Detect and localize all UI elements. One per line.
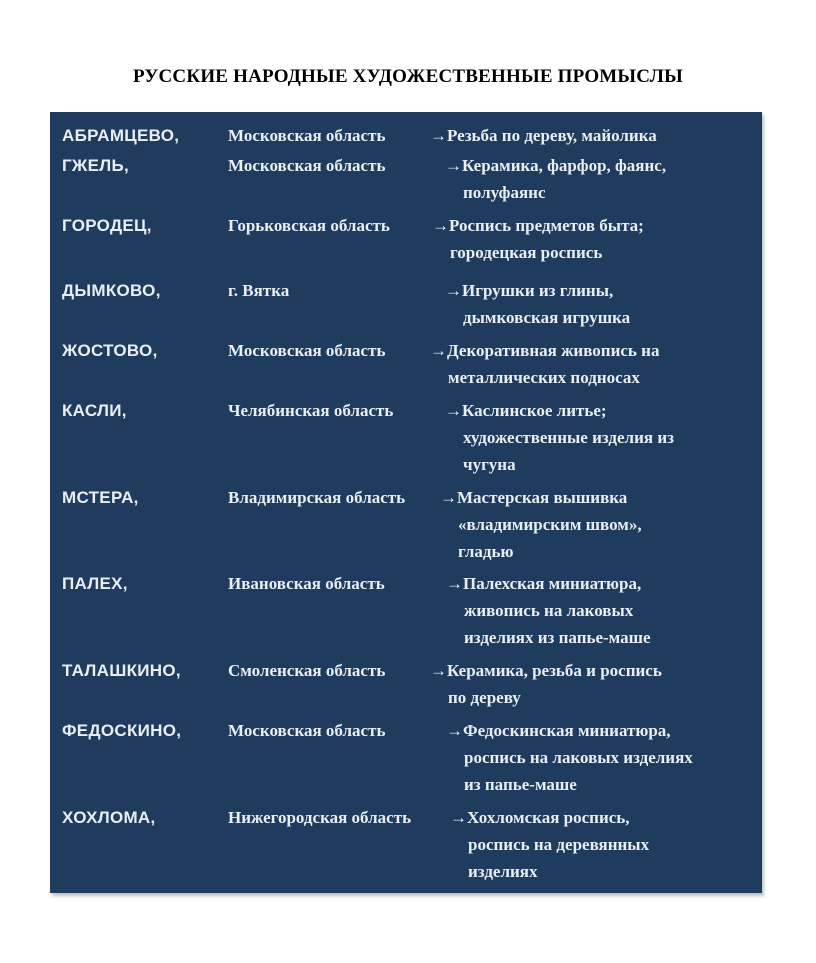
- craft-description-line: →Роспись предметов быта;: [432, 216, 644, 235]
- craft-center-name: ПАЛЕХ,: [62, 574, 128, 593]
- craft-description-line: городецкая роспись: [450, 243, 603, 262]
- table-row: [50, 337, 762, 391]
- craft-center-name: ДЫМКОВО,: [62, 281, 161, 300]
- region-label: Московская область: [228, 156, 386, 175]
- craft-description-line: изделиях: [468, 862, 538, 881]
- arrow-icon: →: [445, 281, 462, 300]
- table-row: [50, 804, 762, 885]
- table-row: [50, 122, 762, 149]
- craft-center-name: ХОХЛОМА,: [62, 808, 156, 827]
- craft-center-name: ТАЛАШКИНО,: [62, 661, 181, 680]
- craft-description-line: →Хохломская роспись,: [450, 808, 630, 827]
- craft-description: [430, 122, 657, 149]
- craft-description-line: роспись на деревянных: [468, 835, 650, 854]
- craft-description-line: живопись на лаковых: [464, 601, 634, 620]
- craft-description-line: →Декоративная живопись на: [430, 341, 660, 360]
- craft-center-name: МСТЕРА,: [62, 488, 139, 507]
- crafts-table: [50, 112, 762, 893]
- craft-description: [445, 277, 630, 331]
- craft-description-line: гладью: [458, 542, 514, 561]
- craft-description-line: →Каслинское литье;: [445, 401, 607, 420]
- craft-description-line: художественные изделия из: [463, 428, 674, 447]
- arrow-icon: →: [446, 574, 463, 593]
- page-title: РУССКИЕ НАРОДНЫЕ ХУДОЖЕСТВЕННЫЕ ПРОМЫСЛЫ: [133, 66, 683, 87]
- table-row: [50, 657, 762, 711]
- craft-description-line: →Керамика, резьба и роспись: [430, 661, 662, 680]
- craft-description: [430, 337, 659, 391]
- craft-center-name: ЖОСТОВО,: [62, 341, 158, 360]
- craft-description-line: →Палехская миниатюра,: [446, 574, 642, 593]
- craft-center-name: ГЖЕЛЬ,: [62, 156, 130, 175]
- craft-description: [450, 804, 649, 885]
- region-label: Нижегородская область: [228, 808, 412, 827]
- arrow-icon: →: [445, 401, 462, 420]
- craft-description-line: по дереву: [448, 688, 521, 707]
- region-label: Московская область: [228, 721, 386, 740]
- craft-center-name: ФЕДОСКИНО,: [62, 721, 182, 740]
- craft-description-line: «владимирским швом»,: [458, 515, 642, 534]
- craft-description-line: изделиях из папье-маше: [464, 628, 651, 647]
- craft-description-line: →Игрушки из глины,: [445, 281, 614, 300]
- table-row: [50, 397, 762, 478]
- craft-description-line: →Керамика, фарфор, фаянс,: [445, 156, 667, 175]
- craft-description-line: →Резьба по дереву, майолика: [430, 126, 657, 145]
- arrow-icon: →: [440, 488, 457, 507]
- craft-description-line: чугуна: [463, 455, 516, 474]
- table-row: [50, 277, 762, 331]
- craft-center-name: АБРАМЦЕВО,: [62, 126, 180, 145]
- craft-description: [445, 152, 666, 206]
- region-label: Московская область: [228, 341, 386, 360]
- craft-description-line: →Мастерская вышивка: [440, 488, 628, 507]
- craft-center-name: ГОРОДЕЦ,: [62, 216, 152, 235]
- region-label: Владимирская область: [228, 488, 406, 507]
- region-label: Челябинская область: [228, 401, 394, 420]
- arrow-icon: →: [430, 126, 447, 145]
- craft-description-line: полуфаянс: [463, 183, 546, 202]
- region-label: Смоленская область: [228, 661, 386, 680]
- arrow-icon: →: [446, 721, 463, 740]
- table-row: [50, 152, 762, 206]
- region-label: г. Вятка: [228, 281, 290, 300]
- table-row: [50, 570, 762, 651]
- arrow-icon: →: [430, 341, 447, 360]
- craft-description: [440, 484, 642, 565]
- craft-description-line: дымковская игрушка: [463, 308, 631, 327]
- table-row: [50, 484, 762, 565]
- arrow-icon: →: [450, 808, 467, 827]
- craft-description-line: металлических подносах: [448, 368, 640, 387]
- craft-description: [445, 397, 674, 478]
- region-label: Московская область: [228, 126, 386, 145]
- arrow-icon: →: [430, 661, 447, 680]
- table-row: [50, 717, 762, 798]
- craft-description: [446, 570, 651, 651]
- craft-description-line: →Федоскинская миниатюра,: [446, 721, 671, 740]
- table-row: [50, 212, 762, 266]
- arrow-icon: →: [445, 156, 462, 175]
- region-label: Ивановская область: [228, 574, 385, 593]
- craft-description: [446, 717, 693, 798]
- craft-description: [432, 212, 644, 266]
- craft-description-line: роспись на лаковых изделиях: [464, 748, 693, 767]
- craft-center-name: КАСЛИ,: [62, 401, 127, 420]
- arrow-icon: →: [432, 216, 449, 235]
- region-label: Горьковская область: [228, 216, 390, 235]
- craft-description: [430, 657, 662, 711]
- craft-description-line: из папье-маше: [464, 775, 577, 794]
